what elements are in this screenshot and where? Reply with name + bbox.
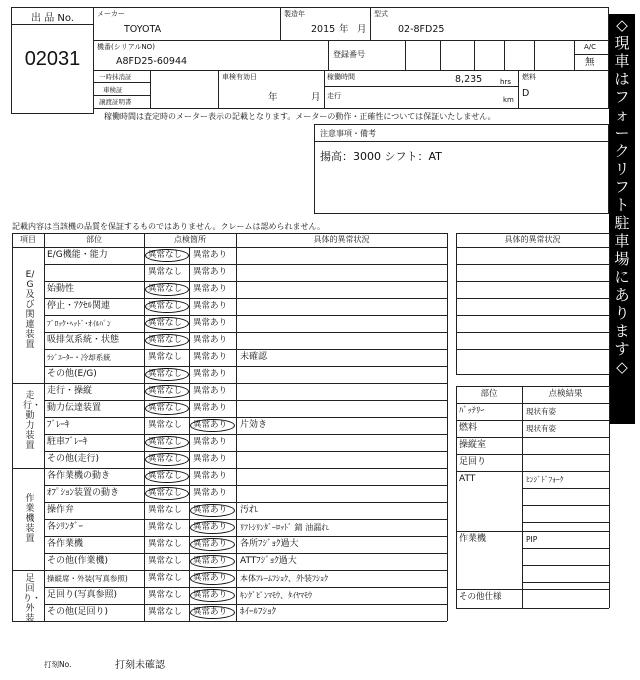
abnormal-option[interactable]: 異常あり [193,301,228,311]
part-cell: その他(E/G) [47,369,97,379]
abnormal-option[interactable]: 異常あり [193,420,228,430]
normal-option[interactable]: 異常なし [148,454,183,464]
selection-circle [190,504,235,517]
table-header: 点検箇所 [174,235,206,244]
inspection-year-unit: 年 [268,92,278,103]
result-value: 現状有姿 [526,424,556,433]
detail-cell: 片効き [240,420,268,430]
detail-cell: 未確認 [240,352,268,362]
detail-cell: ﾘﾌﾄｼﾘﾝﾀﾞｰﾛｯﾄﾞ 錆 油漏れ [240,523,330,532]
section-title: 足回り・外装 [23,574,42,624]
year-unit: 年 [339,24,349,35]
normal-option[interactable]: 異常なし [148,420,183,430]
maker-value: TOYOTA [124,24,162,35]
selection-circle [145,300,189,313]
inspection-label: 車検有効日 [222,73,257,81]
part-cell: 始動性 [47,284,75,294]
part-cell: 動力伝達装置 [47,403,102,413]
abnormal-option[interactable]: 異常あり [193,607,228,617]
section-title: 走行・動力装置 [23,390,42,451]
section-title: 作業機装置 [25,494,35,544]
item-number: 02031 [24,48,81,70]
part-header: 部位 [480,389,498,399]
selection-circle [190,419,235,432]
abnormal-option[interactable]: 異常あり [193,284,228,294]
table-header: 項目 [20,235,36,244]
normal-option[interactable]: 異常なし [148,539,183,549]
year-value: 2015 [311,24,336,35]
abnormal-option[interactable]: 異常あり [193,352,228,362]
result-value: ﾋﾝｼﾞﾄﾞﾌｫｰｸ [526,475,564,484]
normal-option[interactable]: 異常なし [148,488,183,498]
detail-cell: ﾎｲｰﾙﾌｼｮｸ [240,607,277,617]
selection-circle [145,334,189,347]
transfer-cert-label: 譲渡証明書 [99,98,132,106]
result-part: 燃料 [459,423,478,433]
detail-cell: ｷﾝｸﾞﾋﾟﾝﾏﾓｳ、ﾀｲﾔﾏﾓｳ [240,591,312,600]
ac-value: 無 [585,57,595,68]
result-value: PIP [526,535,538,544]
normal-option[interactable]: 異常なし [148,386,183,396]
serial-value: A8FD25-60944 [116,56,188,67]
selection-circle [190,589,235,602]
normal-option[interactable]: 異常なし [148,471,183,481]
selection-circle [145,470,189,483]
part-cell: その他(作業機) [47,556,109,566]
normal-option[interactable]: 異常なし [148,352,183,362]
normal-option[interactable]: 異常なし [148,437,183,447]
part-cell: 吸排気系統・状態 [47,335,120,345]
abnormal-option[interactable]: 異常あり [193,471,228,481]
selection-circle [190,572,235,585]
serial-label: 機番(シリアルNO) [97,43,155,51]
normal-option[interactable]: 異常なし [148,607,183,617]
selection-circle [145,487,189,500]
part-cell: 駐車ﾌﾞﾚｰｷ [47,437,88,447]
part-cell: 各作業機 [47,539,84,549]
selection-circle [145,385,189,398]
stamp-value: 打刻未確認 [115,660,165,671]
selection-circle [145,453,189,466]
month-unit: 月 [357,24,367,35]
model-label: 型式 [374,10,388,18]
normal-option[interactable]: 異常なし [148,318,183,328]
selection-circle [190,555,235,568]
location-banner: ◇現車はフォークリフト駐車場にあります◇ [609,14,635,424]
hours-label: 稼働時間 [327,73,355,81]
result-part: 作業機 [459,534,487,544]
abnormal-option[interactable]: 異常あり [193,369,228,379]
result-part: その他仕様 [459,592,502,602]
detail-cell: ATTﾌｼﾞｮｸ過大 [240,556,297,566]
abnormal-option[interactable]: 異常あり [193,386,228,396]
normal-option[interactable]: 異常なし [148,284,183,294]
selection-circle [145,317,189,330]
normal-option[interactable]: 異常なし [148,556,183,566]
hours-unit: hrs [500,78,511,86]
abnormal-option[interactable]: 異常あり [193,454,228,464]
normal-option[interactable]: 異常なし [148,267,183,277]
registration-label: 登録番号 [333,50,365,59]
abnormal-option[interactable]: 異常あり [193,522,228,532]
maker-label: メーカー [97,10,125,18]
result-part: ATT [459,474,476,484]
result-part: ﾊﾞｯﾃﾘｰ [459,406,485,416]
abnormal-option[interactable]: 異常あり [193,573,228,583]
abnormal-option[interactable]: 異常あり [193,590,228,600]
result-part: 足回り [459,457,487,467]
selection-circle [190,606,235,619]
detail-header: 具体的異常状況 [504,235,561,244]
abnormal-option[interactable]: 異常あり [193,318,228,328]
normal-option[interactable]: 異常なし [148,250,183,260]
detail-cell: 各所ﾌｼﾞｮｸ過大 [240,539,299,549]
abnormal-option[interactable]: 異常あり [193,488,228,498]
normal-option[interactable]: 異常なし [148,522,183,532]
fuel-label: 燃料 [522,73,536,81]
temp-plate-label: 一時抹消証 [99,73,132,81]
selection-circle [145,436,189,449]
result-part: 操縦室 [459,440,487,450]
notes-label: 注意事項・備考 [320,129,376,138]
part-cell: 足回り(写真参照) [47,590,118,600]
table-header: 具体的異常状況 [313,235,370,244]
part-cell: その他(足回り) [47,607,109,617]
part-cell: 操縦席・外装(写真参照) [47,574,128,583]
hours-note: 稼働時間は査定時のメーター表示の記載となります。メーターの動作・正確性については保証いたしません。 [104,112,496,121]
part-cell: ｵﾌﾟｼｮﾝ装置の動き [47,488,120,498]
abnormal-option[interactable]: 異常あり [193,539,228,549]
normal-option[interactable]: 異常なし [148,505,183,515]
detail-cell: 汚れ [240,505,259,515]
abnormal-option[interactable]: 異常あり [193,556,228,566]
item-number-label: 出 品 No. [31,13,74,24]
part-cell: 操作弁 [47,505,75,515]
mileage-label: 走行 [327,92,341,100]
abnormal-option[interactable]: 異常あり [193,505,228,515]
year-label: 製造年 [284,10,305,18]
part-cell: ﾌﾞﾚｰｷ [47,420,70,430]
abnormal-option[interactable]: 異常あり [193,437,228,447]
normal-option[interactable]: 異常なし [148,335,183,345]
section-title: E/G及び関連装置 [25,270,35,350]
selection-circle [145,249,189,262]
normal-option[interactable]: 異常なし [148,301,183,311]
selection-circle [145,283,189,296]
mileage-unit: km [503,96,514,104]
selection-circle [190,521,235,534]
part-cell: 停止・ｱｸｾﾙ関連 [47,301,111,311]
hours-value: 8,235 [455,74,483,85]
abnormal-option[interactable]: 異常あり [193,267,228,277]
stamp-label: 打刻No. [44,660,72,669]
selection-circle [190,538,235,551]
part-cell: その他(走行) [47,454,100,464]
part-cell: ﾌﾞﾛｯｸ･ﾍｯﾄﾞ･ｵｲﾙﾊﾟﾝ [47,319,111,328]
inspection-month-unit: 月 [311,92,321,103]
normal-option[interactable]: 異常なし [148,573,183,583]
part-cell: 各ｼﾘﾝﾀﾞｰ [47,522,84,532]
vehicle-cert-label: 車検証 [103,86,123,94]
detail-cell: 本体ﾌﾚｰﾑﾌｼｮｸ、外装ﾌｼｮｸ [240,574,328,583]
abnormal-option[interactable]: 異常あり [193,335,228,345]
part-cell: ﾗｼﾞｴｰﾀｰ・冷却系統 [47,353,111,362]
model-value: 02-8FD25 [398,24,445,35]
selection-circle [145,368,189,381]
result-value: 現状有姿 [526,407,556,416]
normal-option[interactable]: 異常なし [148,590,183,600]
normal-option[interactable]: 異常なし [148,403,183,413]
table-header: 部位 [86,235,102,244]
notes-value: 揚高：3000 シフト：AT [320,150,442,163]
abnormal-option[interactable]: 異常あり [193,403,228,413]
abnormal-option[interactable]: 異常あり [193,250,228,260]
selection-circle [145,402,189,415]
disclaimer: 記載内容は当該機の品質を保証するものではありません。クレームは認められません。 [12,222,325,231]
normal-option[interactable]: 異常なし [148,369,183,379]
result-header: 点検結果 [548,389,583,399]
part-cell: E/G機能・能力 [47,250,108,260]
part-cell: 走行・操縦 [47,386,93,396]
ac-label: A/C [584,43,597,51]
part-cell: 各作業機の動き [47,471,111,481]
fuel-value: D [522,88,530,99]
